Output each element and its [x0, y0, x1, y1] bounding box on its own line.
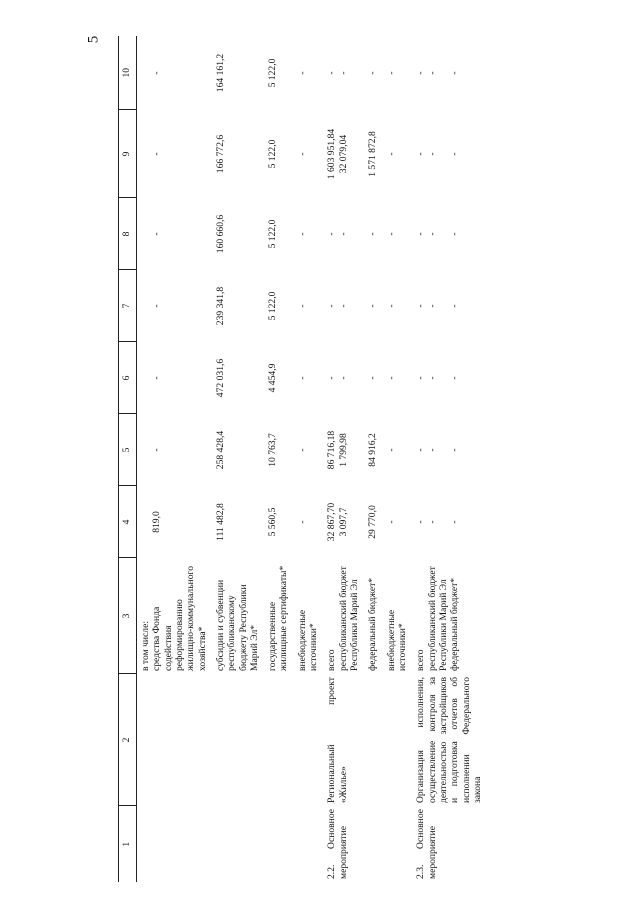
column-header: 4 — [119, 486, 137, 558]
row-funding-source: всего республиканский бюджет Республики Марий Эл — [326, 566, 360, 671]
row-value-cell: - - - — [415, 448, 461, 452]
row-activity-name — [212, 674, 264, 806]
row-value-cell: - — [385, 232, 397, 236]
column-header: 5 — [119, 414, 137, 486]
row-value-cell: - — [151, 376, 163, 380]
row-value-cell: 258 428,4 — [214, 430, 226, 470]
row-value-cell: - — [296, 71, 308, 75]
column-header: 1 — [119, 806, 137, 882]
row-activity-name: Организация исполнения, осуществление контроля за деятельностью застройщиков и подготовка отчетов об исполнении Федерального закона — [415, 677, 483, 803]
row-value-cell: - - - — [415, 71, 461, 75]
row-value-cell: 10 763,7 — [267, 433, 279, 467]
row-funding-source: государственные жилищные сертификаты* — [267, 565, 290, 671]
row-value-cell: - - — [326, 376, 349, 380]
table-row — [323, 36, 364, 882]
row-value-cell: - - — [326, 304, 349, 308]
row-value-cell: - — [385, 71, 397, 75]
table-body — [137, 36, 488, 882]
row-value-cell: - — [367, 232, 379, 236]
row-value-cell: 166 772,6 — [214, 134, 226, 174]
row-value-cell: - — [296, 376, 308, 380]
row-section-number — [364, 806, 382, 882]
row-section-number — [294, 806, 324, 882]
row-funding-source: внебюджетные источники* — [385, 609, 408, 671]
table-row — [412, 36, 487, 882]
row-value-cell: - — [385, 152, 397, 156]
row-activity-name — [364, 674, 382, 806]
row-value-cell: 84 916,2 — [367, 433, 379, 467]
row-value-cell: 1 571 872,8 — [367, 131, 379, 177]
row-value-cell: - - — [326, 71, 349, 75]
column-header: 6 — [119, 342, 137, 414]
row-activity-name: Региональный проект «Жилье» — [326, 677, 349, 803]
row-value-cell: - — [296, 520, 308, 524]
row-value-cell: 5 122,0 — [267, 219, 279, 249]
row-value-cell: - - - — [415, 232, 461, 236]
row-value-cell: - — [151, 152, 163, 156]
row-value-cell: 239 341,8 — [214, 286, 226, 326]
row-section-number — [264, 806, 294, 882]
row-funding-source: внебюджетные источники* — [296, 609, 320, 671]
row-value-cell: - — [385, 520, 397, 524]
row-funding-source: федеральный бюджет* — [367, 577, 379, 671]
row-value-cell: - - - — [415, 520, 461, 524]
row-value-cell: 1 603 951,84 32 079,04 — [326, 128, 349, 180]
row-value-cell: 164 161,2 — [214, 53, 226, 93]
row-value-cell: - - - — [415, 152, 461, 156]
row-value-cell: - — [151, 232, 163, 236]
page-number: 5 — [85, 35, 102, 44]
row-value-cell: - - - — [415, 376, 461, 380]
row-value-cell: 32 867,70 3 097,7 — [326, 502, 349, 542]
row-value-cell: 5 122,0 — [267, 139, 279, 169]
row-activity-name — [137, 674, 212, 806]
row-section-number: 2.3. Основное мероприятие — [415, 809, 438, 879]
column-number-header — [119, 36, 137, 882]
column-header: 7 — [119, 270, 137, 342]
row-section-number — [212, 806, 264, 882]
row-value-cell: 472 031,6 — [214, 358, 226, 398]
table-row — [137, 36, 212, 882]
column-header: 10 — [119, 36, 137, 110]
row-value-cell: 29 770,0 — [367, 505, 379, 539]
row-section-number — [383, 806, 413, 882]
row-value-cell: - — [367, 71, 379, 75]
table-row — [264, 36, 294, 882]
row-value-cell: - — [367, 376, 379, 380]
row-value-cell: - — [151, 448, 163, 452]
row-value-cell: - — [385, 304, 397, 308]
row-value-cell: - - — [326, 232, 349, 236]
row-value-cell: - — [296, 448, 308, 452]
column-header: 9 — [119, 110, 137, 198]
column-header: 2 — [119, 674, 137, 806]
row-section-number: 2.2. Основное мероприятие — [326, 809, 349, 879]
rotated-table-page — [118, 36, 578, 882]
row-value-cell: - — [385, 448, 397, 452]
row-value-cell: 5 560,5 — [267, 507, 279, 537]
column-header: 3 — [119, 558, 137, 674]
row-funding-source: субсидии и субвенции республиканскому бюджету Республики Марий Эл* — [214, 579, 260, 671]
row-funding-source: всего республиканский бюджет Республики Марий Эл федеральный бюджет* — [415, 566, 461, 671]
row-value-cell: - — [296, 152, 308, 156]
row-activity-name — [264, 674, 294, 806]
row-value-cell: 5 122,0 — [267, 58, 279, 88]
table-row — [364, 36, 382, 882]
row-value-cell: - — [367, 304, 379, 308]
table-row — [383, 36, 413, 882]
table-row — [294, 36, 324, 882]
row-value-cell: - — [296, 304, 308, 308]
row-funding-source: в том числе: средства Фонда содействия реформированию жилищно-коммунального хозяйства* — [140, 566, 208, 671]
row-activity-name — [294, 674, 324, 806]
row-value-cell: 4 454,9 — [267, 363, 279, 393]
table-row — [212, 36, 264, 882]
row-value-cell: 111 482,8 — [214, 503, 226, 541]
row-value-cell: 819,0 — [151, 511, 163, 533]
row-section-number — [137, 806, 212, 882]
row-value-cell: - — [385, 376, 397, 380]
row-value-cell: - — [151, 304, 163, 308]
row-value-cell: - - - — [415, 304, 461, 308]
row-value-cell: 86 716,18 1 799,98 — [326, 430, 349, 470]
budget-table — [118, 36, 487, 882]
row-activity-name — [383, 674, 413, 806]
row-value-cell: 160 660,6 — [214, 214, 226, 254]
row-value-cell: 5 122,0 — [267, 291, 279, 321]
row-value-cell: - — [296, 232, 308, 236]
column-header: 8 — [119, 198, 137, 270]
row-value-cell: - — [151, 71, 163, 75]
